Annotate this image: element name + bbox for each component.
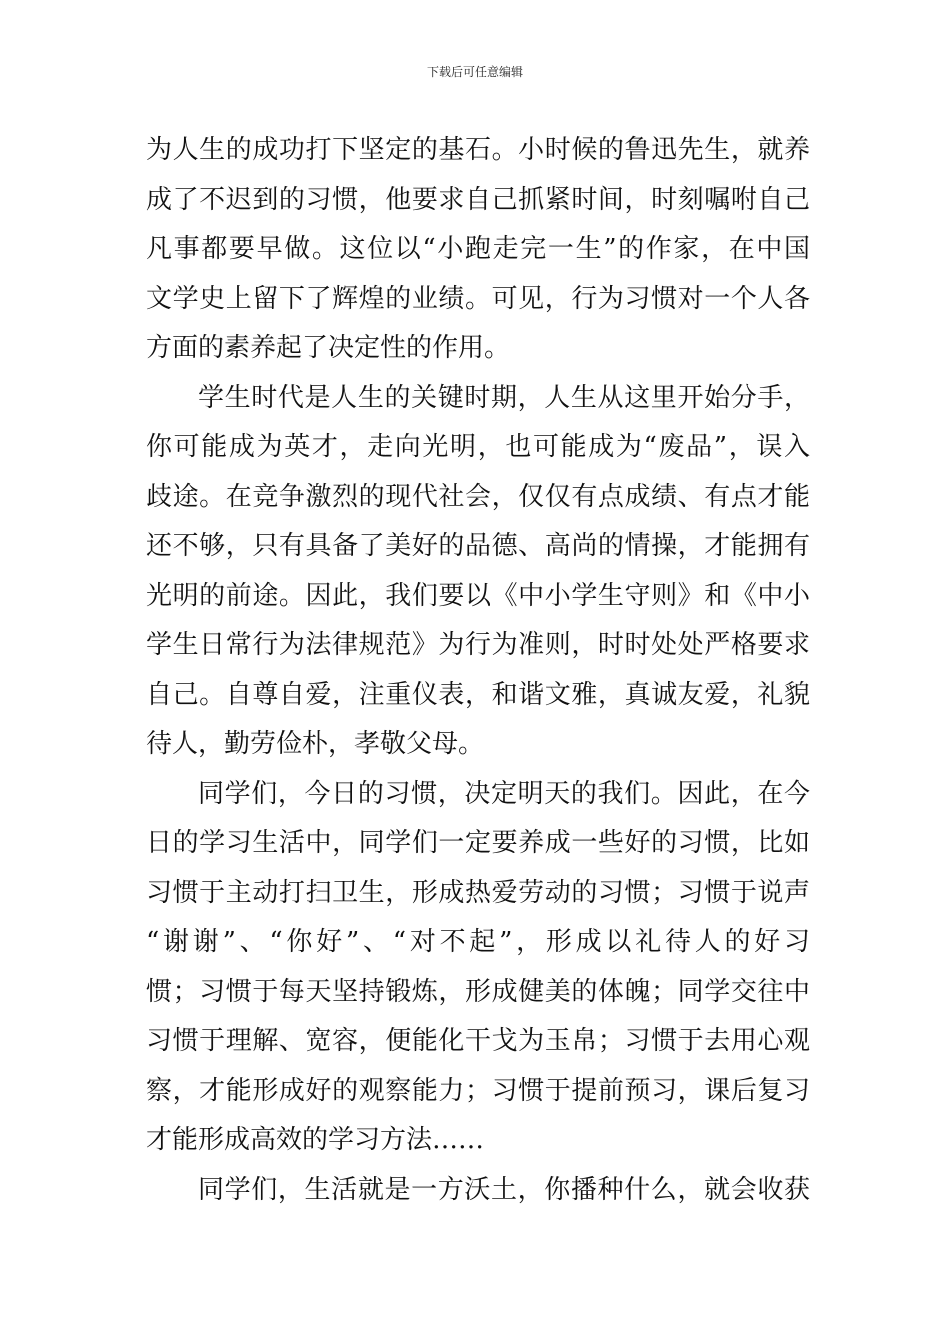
- text-line: 日的学习生活中，同学们一定要养成一些好的习惯，比如: [146, 828, 810, 858]
- text-line: “谢谢”、“你好”、“对不起”，形成以礼待人的好习: [146, 927, 810, 957]
- text-line: 惯；习惯于每天坚持锻炼，形成健美的体魄；同学交往中: [146, 976, 810, 1007]
- paragraph-4: [146, 1166, 810, 1216]
- paragraph-2: [146, 374, 810, 770]
- text-line: 歧途。在竞争激烈的现代社会，仅仅有点成绩、有点才能: [146, 481, 810, 512]
- text-line: 习惯于主动打扫卫生，形成热爱劳动的习惯；习惯于说声: [146, 877, 810, 908]
- text-line: 为人生的成功打下坚定的基石。小时候的鲁迅先生，就养: [146, 135, 810, 165]
- text-line: 光明的前途。因此，我们要以《中小学生守则》和《中小: [146, 580, 810, 611]
- text-line: 待人，勤劳俭朴，孝敬父母。: [146, 729, 485, 759]
- text-line: 还不够，只有具备了美好的品德、高尚的情操，才能拥有: [146, 531, 810, 561]
- text-line: 才能形成高效的学习方法……: [146, 1125, 485, 1155]
- paragraph-1: [146, 126, 810, 374]
- text-line: 文学史上留下了辉煌的业绩。可见，行为习惯对一个人各: [146, 283, 810, 314]
- document-body: [146, 126, 810, 1215]
- text-line: 学生时代是人生的关键时期，人生从这里开始分手，: [198, 382, 810, 413]
- text-line: 方面的素养起了决定性的作用。: [146, 333, 511, 363]
- text-line: 同学们，生活就是一方沃土，你播种什么，就会收获: [198, 1174, 810, 1205]
- text-line: 习惯于理解、宽容，便能化干戈为玉帛；习惯于去用心观: [146, 1026, 810, 1056]
- text-line: 学生日常行为法律规范》为行为准则，时时处处严格要求: [146, 630, 810, 660]
- paragraph-3: [146, 770, 810, 1166]
- text-line: 你可能成为英才，走向光明，也可能成为“废品”，误入: [146, 432, 810, 462]
- text-line: 同学们，今日的习惯，决定明天的我们。因此，在今: [198, 778, 810, 809]
- page-header: 下载后可任意编辑: [426, 65, 523, 79]
- text-line: 成了不迟到的习惯，他要求自己抓紧时间，时刻嘱咐自己: [146, 184, 810, 215]
- text-line: 凡事都要早做。这位以“小跑走完一生”的作家，在中国: [146, 234, 810, 264]
- text-line: 自己。自尊自爱，注重仪表，和谐文雅，真诚友爱，礼貌: [146, 679, 810, 710]
- text-line: 察，才能形成好的观察能力；习惯于提前预习，课后复习: [146, 1075, 810, 1106]
